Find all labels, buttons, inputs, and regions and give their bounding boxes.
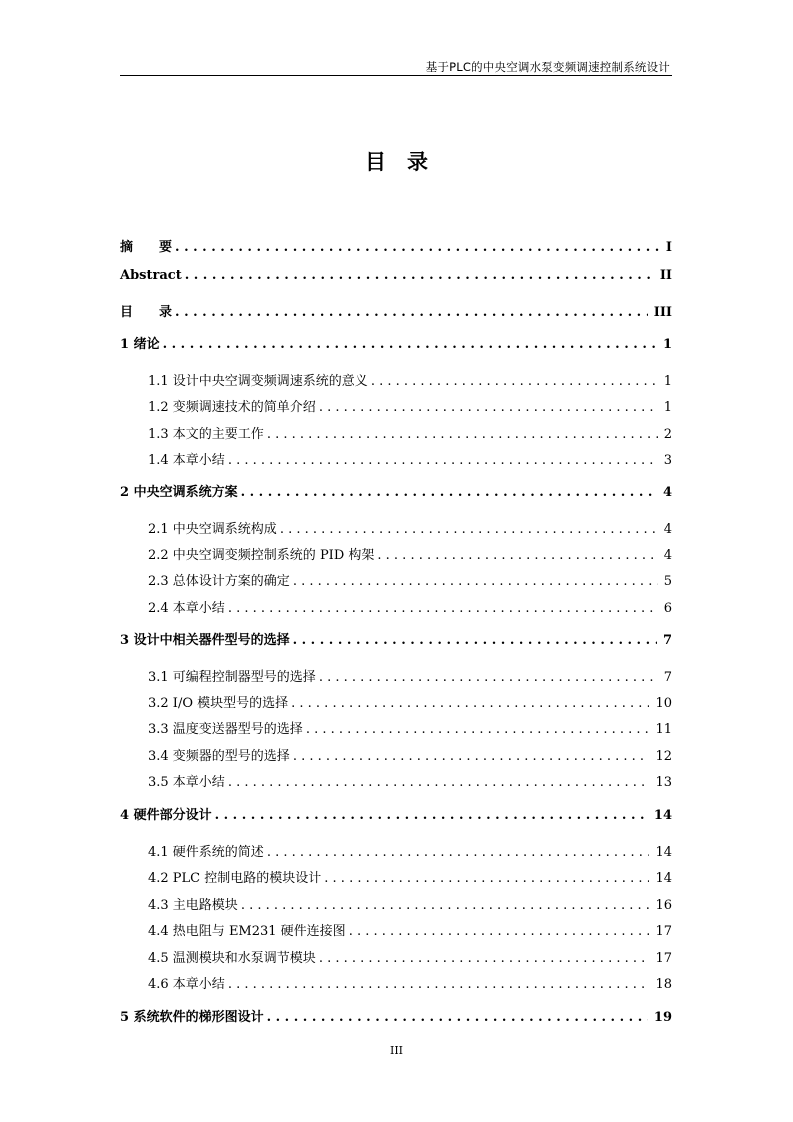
toc-entry-page: 16: [655, 898, 672, 913]
toc-entry[interactable]: [148, 745, 672, 763]
running-header: [120, 58, 672, 76]
toc-entry-label: 3 设计中相关器件型号的选择: [120, 633, 290, 648]
toc-entry-label: 1 绪论: [120, 337, 160, 352]
toc-entry[interactable]: [148, 396, 672, 414]
toc-entry[interactable]: [120, 301, 672, 319]
toc-leader-dots: [228, 775, 650, 790]
toc-leader-dots: [267, 1010, 648, 1025]
toc-leader-dots: [175, 305, 648, 320]
toc-leader-dots: [215, 808, 648, 823]
toc-leader-dots: [228, 601, 658, 616]
toc-leader-dots: [377, 548, 657, 563]
toc-entry-page: 10: [655, 696, 672, 711]
toc-leader-dots: [319, 951, 650, 966]
toc-entry[interactable]: [148, 841, 672, 859]
toc-entry-label: 2.1 中央空调系统构成: [148, 522, 277, 537]
header-title: 基于PLC的中央空调水泵变频调速控制系统设计: [425, 60, 670, 74]
toc-entry-label: 1.1 设计中央空调变频调速系统的意义: [148, 374, 368, 389]
toc-entry-label: 4.5 温测模块和水泵调节模块: [148, 951, 316, 966]
toc-entry-page: I: [665, 240, 672, 255]
toc-entry[interactable]: [148, 947, 672, 965]
toc-leader-dots: [324, 871, 649, 886]
toc-entry[interactable]: [120, 236, 672, 254]
toc-entry-label: Abstract: [120, 268, 182, 283]
toc-entry-label: 1.4 本章小结: [148, 453, 225, 468]
toc-entry-page: 14: [655, 845, 672, 860]
toc-leader-dots: [293, 574, 658, 589]
toc-entry[interactable]: [148, 973, 672, 991]
toc-leader-dots: [293, 749, 650, 764]
toc-entry-label: 4.3 主电路模块: [148, 898, 238, 913]
toc-entry-label: 2.3 总体设计方案的确定: [148, 574, 290, 589]
toc-leader-dots: [241, 898, 650, 913]
toc-leader-dots: [319, 670, 658, 685]
toc-entry-page: 4: [663, 548, 672, 563]
toc-leader-dots: [291, 696, 649, 711]
toc-entry[interactable]: [148, 867, 672, 885]
toc-entry[interactable]: [148, 518, 672, 536]
toc-entry[interactable]: [120, 1006, 672, 1024]
toc-entry[interactable]: [148, 771, 672, 789]
toc-leader-dots: [163, 337, 657, 352]
toc-entry[interactable]: [120, 481, 672, 499]
toc-leader-dots: [175, 240, 660, 255]
toc-entry-page: 1: [663, 374, 672, 389]
toc-entry-label: 目 录: [120, 305, 173, 320]
toc-entry-page: 19: [653, 1010, 672, 1025]
toc-entry-page: 14: [653, 808, 672, 823]
toc-entry[interactable]: [148, 894, 672, 912]
page-title: 目 录: [365, 150, 428, 174]
toc-entry-label: 摘 要: [120, 240, 173, 255]
toc-entry-label: 3.4 变频器的型号的选择: [148, 749, 290, 764]
toc-leader-dots: [349, 924, 650, 939]
toc-entry-label: 3.1 可编程控制器型号的选择: [148, 670, 316, 685]
toc-leader-dots: [267, 427, 658, 442]
toc-entry-page: 14: [655, 871, 672, 886]
toc-leader-dots: [371, 374, 658, 389]
toc-leader-dots: [185, 268, 654, 283]
toc-entry-page: 7: [662, 633, 672, 648]
toc-leader-dots: [319, 400, 658, 415]
toc-entry[interactable]: [148, 544, 672, 562]
toc-entry-page: 7: [663, 670, 672, 685]
toc-entry-label: 3.2 I/O 模块型号的选择: [148, 696, 289, 711]
toc-entry-page: 11: [655, 722, 672, 737]
toc-leader-dots: [228, 977, 650, 992]
toc-entry[interactable]: [148, 597, 672, 615]
toc-entry-page: 17: [655, 951, 672, 966]
toc-leader-dots: [306, 722, 650, 737]
toc-entry-page: 4: [663, 522, 672, 537]
toc-entry-page: 12: [655, 749, 672, 764]
toc-entry-label: 4.1 硬件系统的简述: [148, 845, 264, 860]
toc-entry[interactable]: [148, 920, 672, 938]
toc-entry-label: 2 中央空调系统方案: [120, 485, 238, 500]
toc-entry[interactable]: [148, 718, 672, 736]
toc-entry-page: 5: [663, 574, 672, 589]
toc-entry-label: 2.4 本章小结: [148, 601, 225, 616]
toc-entry-page: 4: [662, 485, 672, 500]
toc-entry[interactable]: [120, 268, 672, 286]
toc-entry-label: 4.6 本章小结: [148, 977, 225, 992]
page-number: III: [389, 1044, 404, 1057]
toc-entry-label: 2.2 中央空调变频控制系统的 PID 构架: [148, 548, 375, 563]
toc-entry-page: 1: [662, 337, 672, 352]
toc-entry-page: III: [653, 305, 672, 320]
toc-entry[interactable]: [148, 370, 672, 388]
toc-entry[interactable]: [148, 570, 672, 588]
toc-leader-dots: [280, 522, 658, 537]
toc-entry-page: II: [659, 268, 672, 283]
toc-leader-dots: [228, 453, 658, 468]
toc-entry-label: 3.3 温度变送器型号的选择: [148, 722, 303, 737]
toc-entry-page: 6: [663, 601, 672, 616]
toc-entry-label: 4.2 PLC 控制电路的模块设计: [148, 871, 322, 886]
toc-entry-label: 4.4 热电阻与 EM231 硬件连接图: [148, 924, 346, 939]
toc-entry-page: 13: [655, 775, 672, 790]
toc-entry-label: 5 系统软件的梯形图设计: [120, 1010, 264, 1025]
toc-entry[interactable]: [120, 804, 672, 822]
toc-entry-page: 1: [663, 400, 672, 415]
toc-entry-label: 1.2 变频调速技术的简单介绍: [148, 400, 316, 415]
toc-entry[interactable]: [148, 423, 672, 441]
toc-entry[interactable]: [120, 629, 672, 647]
toc-entry-label: 3.5 本章小结: [148, 775, 225, 790]
toc-entry[interactable]: [148, 449, 672, 467]
toc-entry[interactable]: [148, 692, 672, 710]
toc-entry[interactable]: [148, 666, 672, 684]
toc-entry[interactable]: [120, 333, 672, 351]
toc-entry-page: 17: [655, 924, 672, 939]
toc-entry-label: 1.3 本文的主要工作: [148, 427, 264, 442]
toc-entry-label: 4 硬件部分设计: [120, 808, 212, 823]
toc-entry-page: 2: [663, 427, 672, 442]
toc-entry-page: 3: [663, 453, 672, 468]
toc-leader-dots: [241, 485, 657, 500]
toc-leader-dots: [293, 633, 657, 648]
toc-entry-page: 18: [655, 977, 672, 992]
toc-leader-dots: [267, 845, 650, 860]
